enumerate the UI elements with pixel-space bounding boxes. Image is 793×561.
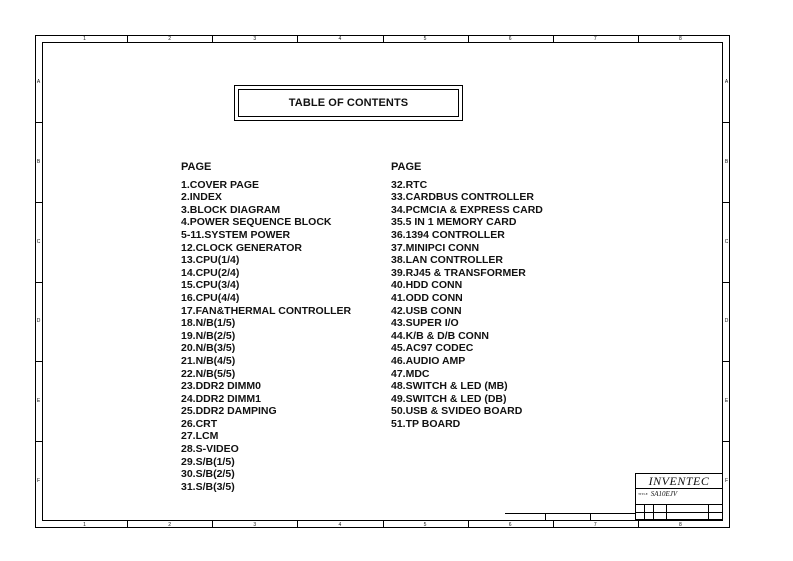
- toc-entry: 1.COVER PAGE: [181, 178, 259, 191]
- zone-tick: [35, 202, 42, 203]
- toc-entry: 16.CPU(4/4): [181, 291, 240, 304]
- zone-tick: [35, 441, 42, 442]
- toc-entry: 40.HDD CONN: [391, 279, 463, 292]
- zone-tick: [35, 282, 42, 283]
- toc-entry: 17.FAN&THERMAL CONTROLLER: [181, 304, 352, 317]
- column-number: 8: [679, 522, 682, 528]
- zone-tick: [212, 35, 213, 42]
- column-number: 8: [679, 36, 682, 42]
- toc-entry: 2.INDEX: [181, 191, 222, 204]
- zone-tick: [35, 122, 42, 123]
- page-title: TABLE OF CONTENTS: [288, 97, 409, 109]
- toc-entry: 23.DDR2 DIMM0: [181, 380, 261, 393]
- zone-tick: [35, 361, 42, 362]
- revision-strip: [505, 513, 635, 521]
- zone-tick: [383, 35, 384, 42]
- column-number: 2: [168, 522, 172, 528]
- toc-entry: 18.N/B(1/5): [181, 317, 236, 330]
- toc-entry: 44.K/B & D/B CONN: [391, 329, 490, 342]
- row-letter: A: [36, 78, 41, 85]
- column-number: 5: [423, 522, 427, 528]
- grid-divider: [636, 512, 722, 513]
- toc-entry: 33.CARDBUS CONTROLLER: [391, 191, 534, 204]
- toc-entry: 32.RTC: [391, 178, 428, 191]
- column-number: 5: [423, 36, 427, 42]
- toc-entry: 27.LCM: [181, 430, 219, 443]
- zone-tick: [383, 521, 384, 528]
- column-number: 1: [83, 522, 86, 528]
- column-number: 6: [508, 36, 512, 42]
- row-letter: B: [36, 158, 41, 165]
- zone-tick: [212, 521, 213, 528]
- column-number: 7: [593, 36, 597, 42]
- zone-tick: [297, 35, 298, 42]
- column-number: 3: [253, 522, 257, 528]
- toc-entry: 28.S-VIDEO: [181, 443, 239, 456]
- title-block-grid: [636, 504, 722, 520]
- toc-entry: 49.SWITCH & LED (DB): [391, 392, 507, 405]
- toc-entry: 21.N/B(4/5): [181, 354, 236, 367]
- toc-title-box: [234, 85, 463, 121]
- strip-divider: [545, 514, 546, 521]
- row-letter: E: [36, 398, 41, 405]
- row-letter: C: [36, 238, 41, 245]
- row-letter: B: [724, 158, 729, 165]
- zone-tick: [553, 35, 554, 42]
- toc-entry: 14.CPU(2/4): [181, 266, 240, 279]
- zone-tick: [468, 35, 469, 42]
- toc-entry: 35.5 IN 1 MEMORY CARD: [391, 216, 517, 229]
- zone-tick: [723, 122, 730, 123]
- toc-entry: 22.N/B(5/5): [181, 367, 236, 380]
- column-number: 7: [593, 522, 597, 528]
- toc-entry: 41.ODD CONN: [391, 291, 463, 304]
- toc-entry: 50.USB & SVIDEO BOARD: [391, 405, 523, 418]
- row-letter: E: [724, 398, 729, 405]
- zone-tick: [723, 202, 730, 203]
- zone-tick: [468, 521, 469, 528]
- toc-entry: 5-11.SYSTEM POWER: [181, 228, 291, 241]
- toc-entry: 13.CPU(1/4): [181, 254, 240, 267]
- toc-entry: 46.AUDIO AMP: [391, 354, 466, 367]
- row-letter: C: [724, 238, 729, 245]
- zone-tick: [723, 441, 730, 442]
- toc-entry: 15.CPU(3/4): [181, 279, 240, 292]
- toc-title-frame: [238, 89, 459, 117]
- toc-entry: 47.MDC: [391, 367, 430, 380]
- zone-tick: [723, 361, 730, 362]
- toc-entry: 12.CLOCK GENERATOR: [181, 241, 302, 254]
- toc-entry: 19.N/B(2/5): [181, 329, 236, 342]
- toc-entry: 26.CRT: [181, 417, 218, 430]
- toc-entry: 34.PCMCIA & EXPRESS CARD: [391, 203, 543, 216]
- toc-entry: 51.TP BOARD: [391, 417, 461, 430]
- title-label: TITLE: [638, 492, 648, 496]
- row-letter: A: [724, 78, 729, 85]
- toc-entry: 42.USB CONN: [391, 304, 462, 317]
- toc-entry: 31.S/B(3/5): [181, 480, 235, 493]
- zone-tick: [638, 521, 639, 528]
- company-name: INVENTEC: [636, 474, 722, 489]
- drawing-title: [638, 489, 677, 499]
- toc-entry: 4.POWER SEQUENCE BLOCK: [181, 216, 332, 229]
- toc-entry: 38.LAN CONTROLLER: [391, 254, 504, 267]
- column-number: 3: [253, 36, 257, 42]
- zone-tick: [553, 521, 554, 528]
- row-letter: D: [724, 318, 729, 325]
- strip-divider: [590, 514, 591, 521]
- drawing-title-text: SA10EJV: [650, 490, 678, 498]
- toc-entry: 24.DDR2 DIMM1: [181, 392, 261, 405]
- column-number: 4: [338, 36, 342, 42]
- toc-entry: 29.S/B(1/5): [181, 455, 235, 468]
- toc-entry: 30.S/B(2/5): [181, 468, 235, 481]
- zone-tick: [297, 521, 298, 528]
- toc-entry: 37.MINIPCI CONN: [391, 241, 480, 254]
- column-number: 2: [168, 36, 172, 42]
- row-letter: F: [36, 478, 41, 485]
- column-number: 6: [508, 522, 512, 528]
- zone-tick: [127, 521, 128, 528]
- toc-entry: 43.SUPER I/O: [391, 317, 459, 330]
- zone-tick: [127, 35, 128, 42]
- row-letter: D: [36, 318, 41, 325]
- toc-entry: 20.N/B(3/5): [181, 342, 236, 355]
- toc-entry: 48.SWITCH & LED (MB): [391, 380, 508, 393]
- toc-entry: 45.AC97 CODEC: [391, 342, 474, 355]
- row-letter: F: [724, 478, 729, 485]
- toc-entry: 36.1394 CONTROLLER: [391, 228, 505, 241]
- zone-tick: [723, 282, 730, 283]
- toc-left-column: [181, 161, 351, 493]
- toc-entry: 3.BLOCK DIAGRAM: [181, 203, 281, 216]
- column-number: 4: [338, 522, 342, 528]
- toc-right-column: [391, 161, 543, 430]
- title-block: [635, 473, 723, 520]
- toc-entry: 39.RJ45 & TRANSFORMER: [391, 266, 526, 279]
- toc-right-header: PAGE: [391, 161, 422, 173]
- column-number: 1: [83, 36, 86, 42]
- toc-left-header: PAGE: [181, 161, 212, 173]
- zone-tick: [638, 35, 639, 42]
- toc-entry: 25.DDR2 DAMPING: [181, 405, 277, 418]
